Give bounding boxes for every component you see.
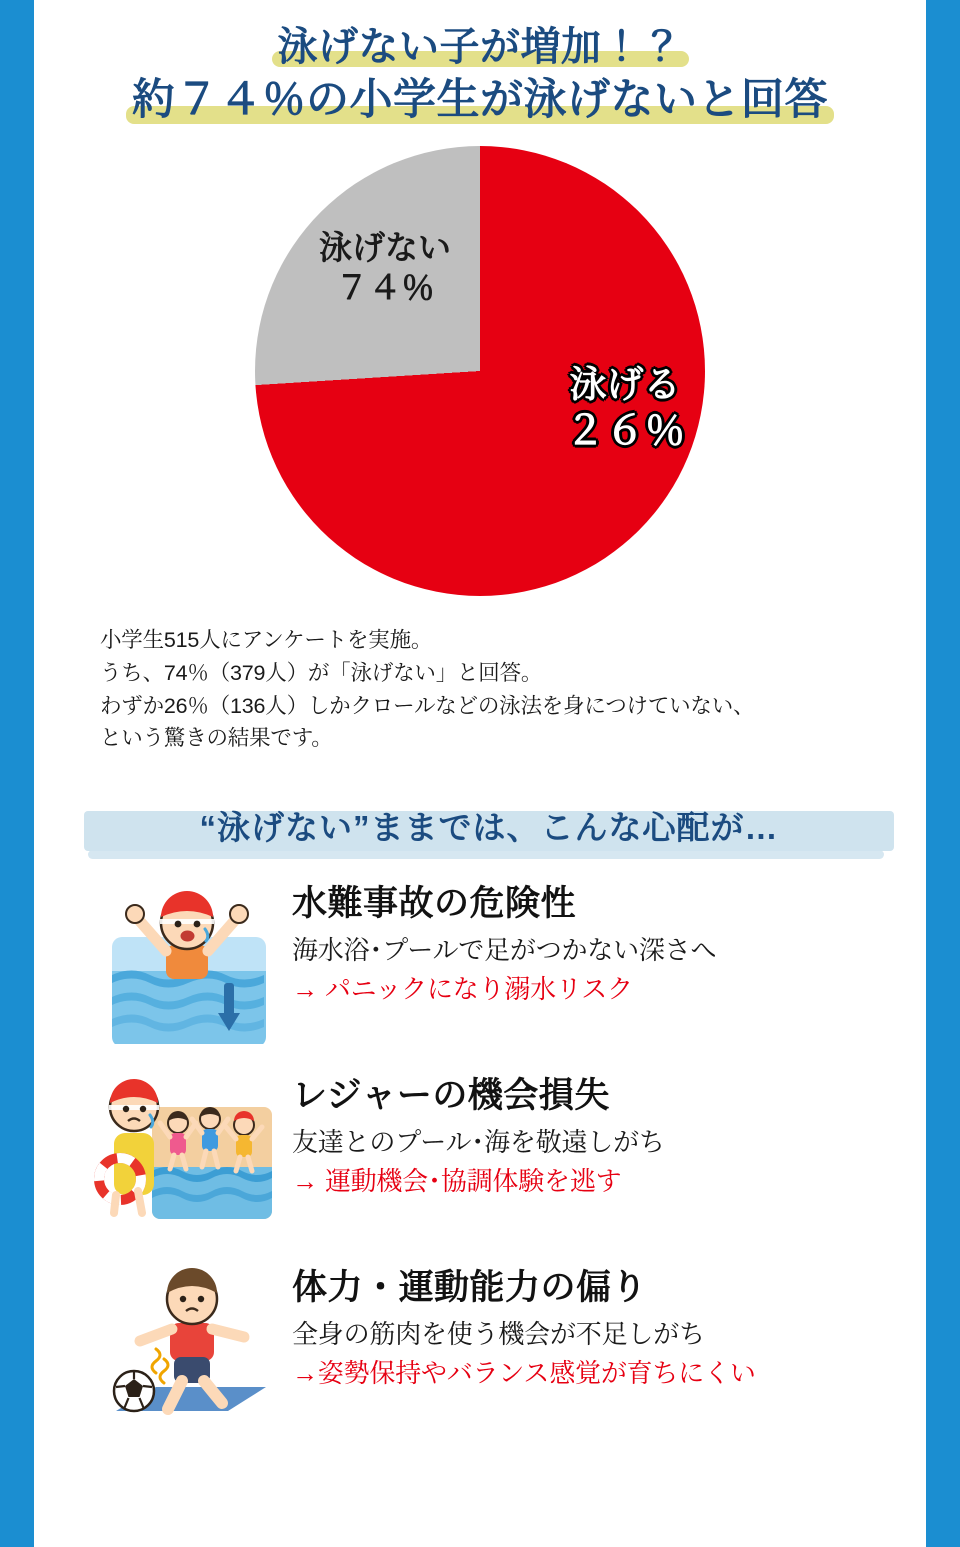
pie-slice-label-can-swim bbox=[275, 228, 495, 309]
concern-text-2 bbox=[284, 1071, 665, 1199]
pie-slice-label-cannot-swim bbox=[490, 362, 760, 456]
concern-risk-1: → パニックになり溺水リスク bbox=[292, 974, 633, 1004]
survey-caption bbox=[100, 624, 926, 755]
title-line-2 bbox=[132, 73, 828, 128]
section-heading-text: “泳げない”ままでは、こんな心配が… bbox=[199, 808, 779, 846]
child-soccer-icon bbox=[94, 1263, 284, 1428]
concern-text-3 bbox=[284, 1263, 756, 1391]
section-heading bbox=[84, 797, 894, 857]
caption-line-1: 小学生515人にアンケートを実施。 bbox=[100, 628, 433, 653]
children-playing-icon bbox=[94, 1071, 284, 1236]
pie-chart bbox=[34, 132, 926, 622]
caption-line-4: という驚きの結果です。 bbox=[100, 726, 333, 751]
pie-label-can-swim-name: 泳げない bbox=[319, 229, 451, 267]
concern-item-1 bbox=[34, 879, 926, 1049]
caption-line-2: うち、74％（379人）が「泳げない」と回答。 bbox=[100, 660, 543, 685]
concern-risk-2: → 運動機会･協調体験を逃す bbox=[292, 1166, 622, 1196]
concern-text-1 bbox=[284, 879, 716, 1007]
pie-label-cannot-swim-name: 泳げる bbox=[569, 364, 681, 406]
concern-title-1: 水難事故の危険性 bbox=[292, 883, 577, 923]
title-text-2: 約７４％の小学生が泳げないと回答 bbox=[132, 76, 828, 125]
concern-item-3 bbox=[34, 1263, 926, 1433]
caption-line-3: わずか26％（136人）しかクロールなどの泳法を身につけていない、 bbox=[100, 693, 755, 718]
concern-title-2: レジャーの機会損失 bbox=[292, 1075, 610, 1115]
concern-title-3: 体力・運動能力の偏り bbox=[292, 1267, 648, 1307]
right-blue-bar bbox=[926, 0, 960, 1547]
pie-label-cannot-swim-value: ２６％ bbox=[565, 409, 685, 454]
concern-risk-3: →姿勢保持やバランス感覚が育ちにくい bbox=[292, 1358, 756, 1388]
concern-body-1: 海水浴･プールで足がつかない深さへ bbox=[292, 934, 717, 965]
left-blue-bar bbox=[0, 0, 34, 1547]
page-title bbox=[34, 0, 926, 128]
pie-label-can-swim-value: ７４％ bbox=[335, 269, 435, 307]
drowning-child-icon bbox=[94, 879, 284, 1044]
page-content bbox=[34, 0, 926, 1547]
concern-body-2: 友達とのプール･海を敬遠しがち bbox=[292, 1126, 665, 1157]
title-text-1: 泳げない子が増加！？ bbox=[277, 25, 683, 69]
title-line-1 bbox=[278, 22, 683, 73]
concern-item-2 bbox=[34, 1071, 926, 1241]
concern-body-3: 全身の筋肉を使う機会が不足しがち bbox=[292, 1318, 705, 1349]
